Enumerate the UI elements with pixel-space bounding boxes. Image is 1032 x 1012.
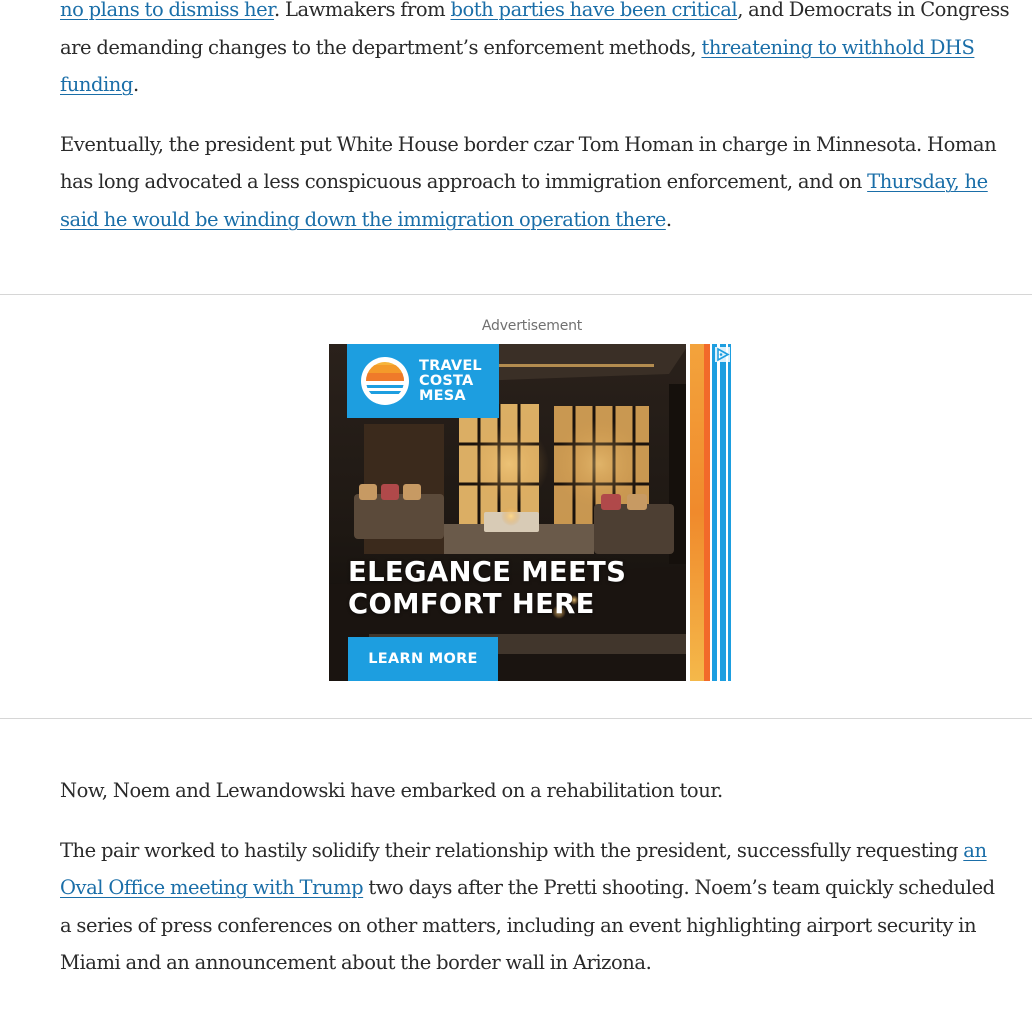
paragraph-text: , and Democrats in Congress are demanding changes to the department’s enforcement methods, [60,0,1010,59]
ad-headline [348,556,626,620]
sunset-logo-icon [359,355,411,407]
ad-learn-more-button[interactable]: LEARN MORE [348,637,498,681]
article-paragraph [60,832,1010,982]
ad-divider-bottom [0,718,1032,719]
ad-brand-line: MESA [419,387,466,404]
ad-brand-line: COSTA [419,372,474,389]
link-no-plans-to-dismiss[interactable]: no plans to dismiss her [60,0,274,21]
paragraph-text: two days after the Pretti shooting. Noem’s team quickly scheduled a series of press conferences on other matters, including an event highlighting airport security in Miami and an announcement about the border wall in Arizona. [60,876,995,975]
paragraph-text: Now, Noem and Lewandowski have embarked on a rehabilitation tour. [60,779,723,802]
ad-divider-top [0,294,1032,295]
link-withhold-dhs-funding[interactable]: threatening to withhold DHS funding [60,35,975,97]
ad-decorative-stripes [686,344,734,681]
link-oval-office-meeting[interactable]: an Oval Office meeting with Trump [60,838,987,900]
paragraph-text: . [665,207,672,231]
article-body-bottom [60,772,1010,982]
link-winding-down-operation[interactable]: Thursday, he said he would be winding down the immigration operation there [60,170,988,231]
ad-headline-line: COMFORT HERE [348,588,595,620]
article-paragraph [60,0,1010,104]
advertisement-label: Advertisement [481,318,583,334]
paragraph-text: . Lawmakers from [273,0,451,21]
ad-brand-line: TRAVEL [419,357,482,374]
advertisement-banner[interactable] [329,344,734,681]
article-paragraph [60,126,1010,239]
ad-brand-logo [347,344,499,418]
paragraph-text: . [132,73,139,97]
ad-brand-name [419,359,482,404]
adchoices-icon[interactable] [715,347,730,362]
paragraph-text: The pair worked to hastily solidify their relationship with the president, successfully requesting [60,838,964,862]
article-body-top [60,0,1010,239]
ad-headline-line: ELEGANCE MEETS [348,556,627,588]
article-paragraph [60,772,1010,810]
paragraph-text: Eventually, the president put White House border czar Tom Homan in charge in Minnesota. Homan has long advocated a less conspicuous approach to immigration enforcement, and on [60,132,997,194]
link-both-parties-critical[interactable]: both parties have been critical [450,0,738,21]
